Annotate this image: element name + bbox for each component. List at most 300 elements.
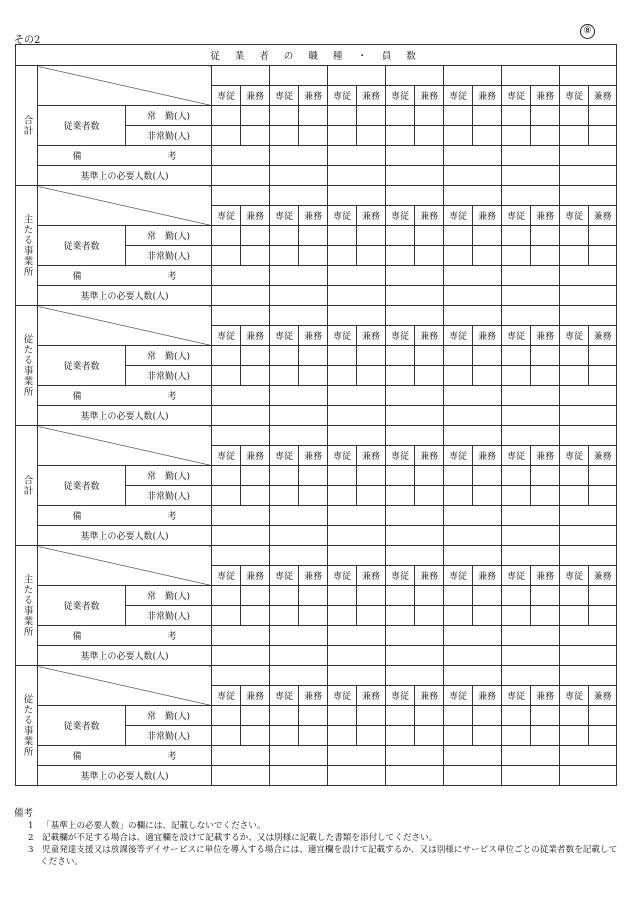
fulltime-count-cell[interactable] [415, 586, 444, 606]
required-staff-cell[interactable] [328, 766, 386, 786]
parttime-count-cell[interactable] [560, 246, 589, 266]
parttime-count-cell[interactable] [386, 366, 415, 386]
parttime-count-cell[interactable] [299, 486, 328, 506]
required-staff-cell[interactable] [502, 766, 560, 786]
header-concurrent: 兼務 [299, 566, 328, 586]
parttime-count-cell[interactable] [357, 726, 386, 746]
remarks-cell[interactable] [502, 506, 560, 526]
remarks-cell[interactable] [502, 386, 560, 406]
remarks-cell[interactable] [328, 146, 386, 166]
remarks-cell[interactable] [270, 506, 328, 526]
job-type-cell[interactable] [560, 66, 617, 86]
fulltime-count-cell[interactable] [589, 586, 617, 606]
fulltime-count-cell[interactable] [531, 586, 560, 606]
fulltime-count-cell[interactable] [502, 706, 531, 726]
fulltime-count-cell[interactable] [299, 586, 328, 606]
fulltime-count-cell[interactable] [502, 226, 531, 246]
fulltime-count-cell[interactable] [560, 226, 589, 246]
fulltime-count-cell[interactable] [589, 706, 617, 726]
fulltime-count-cell[interactable] [328, 586, 357, 606]
parttime-count-cell[interactable] [299, 366, 328, 386]
remarks-cell[interactable] [444, 626, 502, 646]
job-type-cell[interactable] [386, 546, 444, 566]
remarks-cell[interactable] [328, 386, 386, 406]
required-staff-cell[interactable] [270, 286, 328, 306]
fulltime-count-cell[interactable] [560, 346, 589, 366]
required-staff-cell[interactable] [270, 166, 328, 186]
fulltime-count-cell[interactable] [531, 706, 560, 726]
fulltime-count-cell[interactable] [473, 586, 502, 606]
parttime-count-cell[interactable] [415, 246, 444, 266]
parttime-count-cell[interactable] [241, 246, 270, 266]
remarks-cell[interactable] [212, 146, 270, 166]
parttime-label: 非常勤(人) [126, 126, 212, 146]
fulltime-count-cell[interactable] [444, 586, 473, 606]
required-staff-cell[interactable] [212, 286, 270, 306]
fulltime-count-cell[interactable] [386, 706, 415, 726]
parttime-count-cell[interactable] [444, 606, 473, 626]
fulltime-count-cell[interactable] [473, 226, 502, 246]
parttime-count-cell[interactable] [299, 726, 328, 746]
parttime-count-cell[interactable] [560, 486, 589, 506]
fulltime-count-cell[interactable] [531, 466, 560, 486]
parttime-count-cell[interactable] [473, 126, 502, 146]
job-type-cell[interactable] [212, 426, 270, 446]
fulltime-count-cell[interactable] [328, 706, 357, 726]
parttime-count-cell[interactable] [270, 366, 299, 386]
parttime-count-cell[interactable] [444, 126, 473, 146]
fulltime-count-cell[interactable] [357, 226, 386, 246]
remarks-cell[interactable] [386, 146, 444, 166]
fulltime-count-cell[interactable] [560, 586, 589, 606]
fulltime-count-cell[interactable] [444, 346, 473, 366]
required-staff-cell[interactable] [502, 286, 560, 306]
fulltime-count-cell[interactable] [444, 226, 473, 246]
fulltime-count-cell[interactable] [386, 106, 415, 126]
parttime-count-cell[interactable] [241, 606, 270, 626]
remarks-cell[interactable] [560, 506, 617, 526]
parttime-count-cell[interactable] [502, 246, 531, 266]
required-staff-cell[interactable] [444, 766, 502, 786]
required-staff-cell[interactable] [560, 766, 617, 786]
fulltime-count-cell[interactable] [415, 346, 444, 366]
fulltime-count-cell[interactable] [473, 706, 502, 726]
parttime-count-cell[interactable] [589, 126, 617, 146]
fulltime-count-cell[interactable] [473, 466, 502, 486]
parttime-count-cell[interactable] [386, 246, 415, 266]
remarks-cell[interactable] [270, 746, 328, 766]
parttime-count-cell[interactable] [560, 606, 589, 626]
parttime-count-cell[interactable] [328, 246, 357, 266]
job-type-cell[interactable] [270, 306, 328, 326]
fulltime-count-cell[interactable] [357, 466, 386, 486]
required-staff-cell[interactable] [328, 166, 386, 186]
job-type-cell[interactable] [328, 426, 386, 446]
remarks-cell[interactable] [386, 266, 444, 286]
job-type-cell[interactable] [444, 66, 502, 86]
fulltime-count-cell[interactable] [299, 346, 328, 366]
parttime-count-cell[interactable] [560, 366, 589, 386]
fulltime-count-cell[interactable] [328, 466, 357, 486]
fulltime-count-cell[interactable] [270, 346, 299, 366]
parttime-count-cell[interactable] [212, 486, 241, 506]
remarks-cell[interactable] [560, 626, 617, 646]
remarks-cell[interactable] [444, 386, 502, 406]
job-type-cell[interactable] [328, 186, 386, 206]
required-staff-cell[interactable] [212, 406, 270, 426]
parttime-count-cell[interactable] [241, 486, 270, 506]
required-staff-cell[interactable] [386, 646, 444, 666]
parttime-count-cell[interactable] [212, 366, 241, 386]
required-staff-cell[interactable] [212, 166, 270, 186]
remarks-cell[interactable] [386, 506, 444, 526]
remarks-cell[interactable] [444, 506, 502, 526]
required-staff-cell[interactable] [444, 286, 502, 306]
job-type-cell[interactable] [328, 306, 386, 326]
fulltime-count-cell[interactable] [270, 586, 299, 606]
remarks-cell[interactable] [444, 146, 502, 166]
required-staff-cell[interactable] [328, 286, 386, 306]
parttime-count-cell[interactable] [386, 126, 415, 146]
parttime-count-cell[interactable] [386, 486, 415, 506]
fulltime-count-cell[interactable] [241, 466, 270, 486]
parttime-count-cell[interactable] [589, 246, 617, 266]
fulltime-count-cell[interactable] [589, 226, 617, 246]
remarks-cell[interactable] [502, 626, 560, 646]
parttime-count-cell[interactable] [357, 246, 386, 266]
required-staff-cell[interactable] [560, 406, 617, 426]
job-type-cell[interactable] [386, 66, 444, 86]
parttime-count-cell[interactable] [560, 726, 589, 746]
parttime-count-cell[interactable] [270, 246, 299, 266]
job-type-cell[interactable] [560, 666, 617, 686]
job-type-cell[interactable] [270, 186, 328, 206]
parttime-count-cell[interactable] [386, 606, 415, 626]
fulltime-count-cell[interactable] [415, 466, 444, 486]
parttime-count-cell[interactable] [299, 126, 328, 146]
parttime-count-cell[interactable] [589, 366, 617, 386]
remarks-cell[interactable] [212, 266, 270, 286]
fulltime-count-cell[interactable] [415, 226, 444, 246]
parttime-count-cell[interactable] [328, 486, 357, 506]
remarks-cell[interactable] [270, 386, 328, 406]
fulltime-count-cell[interactable] [560, 706, 589, 726]
remarks-cell[interactable] [212, 746, 270, 766]
fulltime-count-cell[interactable] [502, 466, 531, 486]
fulltime-count-cell[interactable] [589, 106, 617, 126]
parttime-count-cell[interactable] [415, 606, 444, 626]
remarks-cell[interactable] [444, 746, 502, 766]
job-type-cell[interactable] [502, 666, 560, 686]
job-type-cell[interactable] [444, 186, 502, 206]
job-type-cell[interactable] [270, 546, 328, 566]
parttime-count-cell[interactable] [415, 726, 444, 746]
job-type-cell[interactable] [270, 426, 328, 446]
remarks-cell[interactable] [270, 146, 328, 166]
parttime-count-cell[interactable] [299, 246, 328, 266]
required-staff-cell[interactable] [386, 406, 444, 426]
remarks-cell[interactable] [502, 746, 560, 766]
parttime-count-cell[interactable] [212, 126, 241, 146]
parttime-count-cell[interactable] [502, 366, 531, 386]
required-staff-cell[interactable] [270, 406, 328, 426]
job-type-cell[interactable] [444, 306, 502, 326]
parttime-count-cell[interactable] [502, 486, 531, 506]
job-type-cell[interactable] [502, 66, 560, 86]
remarks-cell[interactable] [502, 266, 560, 286]
fulltime-count-cell[interactable] [299, 226, 328, 246]
remarks-cell[interactable] [560, 746, 617, 766]
fulltime-count-cell[interactable] [415, 706, 444, 726]
remarks-cell[interactable] [328, 746, 386, 766]
parttime-count-cell[interactable] [357, 126, 386, 146]
parttime-count-cell[interactable] [444, 246, 473, 266]
parttime-count-cell[interactable] [415, 126, 444, 146]
header-concurrent: 兼務 [473, 206, 502, 226]
job-type-cell[interactable] [444, 666, 502, 686]
fulltime-count-cell[interactable] [357, 106, 386, 126]
header-dedicated: 専従 [502, 326, 531, 346]
required-staff-cell[interactable] [560, 286, 617, 306]
job-type-cell[interactable] [502, 186, 560, 206]
fulltime-count-cell[interactable] [212, 586, 241, 606]
parttime-count-cell[interactable] [241, 126, 270, 146]
parttime-count-cell[interactable] [473, 366, 502, 386]
required-staff-cell[interactable] [502, 166, 560, 186]
fulltime-count-cell[interactable] [270, 466, 299, 486]
fulltime-count-cell[interactable] [328, 106, 357, 126]
required-staff-cell[interactable] [212, 766, 270, 786]
required-staff-cell[interactable] [270, 766, 328, 786]
fulltime-count-cell[interactable] [386, 346, 415, 366]
job-type-cell[interactable] [270, 66, 328, 86]
parttime-count-cell[interactable] [560, 126, 589, 146]
required-staff-cell[interactable] [386, 286, 444, 306]
remarks-cell[interactable] [328, 506, 386, 526]
required-staff-cell[interactable] [386, 526, 444, 546]
fulltime-count-cell[interactable] [589, 466, 617, 486]
fulltime-count-cell[interactable] [241, 346, 270, 366]
fulltime-count-cell[interactable] [270, 106, 299, 126]
fulltime-count-cell[interactable] [502, 346, 531, 366]
job-type-cell[interactable] [560, 546, 617, 566]
parttime-count-cell[interactable] [328, 726, 357, 746]
required-staff-cell[interactable] [502, 526, 560, 546]
required-staff-cell[interactable] [444, 166, 502, 186]
remarks-cell[interactable] [212, 626, 270, 646]
parttime-count-cell[interactable] [328, 606, 357, 626]
remarks-cell[interactable] [386, 626, 444, 646]
remarks-cell[interactable] [270, 626, 328, 646]
remarks-cell[interactable] [444, 266, 502, 286]
required-staff-cell[interactable] [502, 406, 560, 426]
fulltime-count-cell[interactable] [241, 586, 270, 606]
required-staff-cell[interactable] [270, 646, 328, 666]
parttime-count-cell[interactable] [357, 486, 386, 506]
fulltime-count-cell[interactable] [299, 466, 328, 486]
parttime-count-cell[interactable] [589, 606, 617, 626]
parttime-count-cell[interactable] [270, 126, 299, 146]
fulltime-count-cell[interactable] [212, 106, 241, 126]
parttime-count-cell[interactable] [270, 486, 299, 506]
job-type-cell[interactable] [328, 66, 386, 86]
header-concurrent: 兼務 [415, 206, 444, 226]
parttime-count-cell[interactable] [502, 606, 531, 626]
parttime-count-cell[interactable] [241, 366, 270, 386]
parttime-count-cell[interactable] [444, 486, 473, 506]
job-type-cell[interactable] [386, 426, 444, 446]
parttime-count-cell[interactable] [357, 366, 386, 386]
job-type-cell[interactable] [386, 306, 444, 326]
parttime-count-cell[interactable] [212, 606, 241, 626]
fulltime-count-cell[interactable] [473, 106, 502, 126]
required-staff-cell[interactable] [444, 526, 502, 546]
fulltime-count-cell[interactable] [502, 106, 531, 126]
required-staff-cell[interactable] [560, 646, 617, 666]
required-staff-cell[interactable] [328, 526, 386, 546]
remarks-cell[interactable] [560, 146, 617, 166]
parttime-count-cell[interactable] [531, 726, 560, 746]
fulltime-count-cell[interactable] [212, 346, 241, 366]
job-type-cell[interactable] [502, 426, 560, 446]
fulltime-count-cell[interactable] [357, 586, 386, 606]
fulltime-count-cell[interactable] [357, 706, 386, 726]
fulltime-count-cell[interactable] [531, 106, 560, 126]
required-staff-cell[interactable] [386, 166, 444, 186]
required-staff-cell[interactable] [212, 526, 270, 546]
parttime-count-cell[interactable] [270, 606, 299, 626]
fulltime-count-cell[interactable] [241, 706, 270, 726]
remarks-cell[interactable] [386, 386, 444, 406]
fulltime-count-cell[interactable] [386, 586, 415, 606]
parttime-count-cell[interactable] [531, 606, 560, 626]
remarks-cell[interactable] [328, 266, 386, 286]
parttime-count-cell[interactable] [328, 366, 357, 386]
remarks-cell[interactable] [502, 146, 560, 166]
parttime-count-cell[interactable] [241, 726, 270, 746]
job-type-cell[interactable] [270, 666, 328, 686]
remarks-cell[interactable] [560, 386, 617, 406]
parttime-count-cell[interactable] [270, 726, 299, 746]
fulltime-count-cell[interactable] [444, 466, 473, 486]
remarks-cell[interactable] [270, 266, 328, 286]
parttime-count-cell[interactable] [386, 726, 415, 746]
job-type-cell[interactable] [502, 546, 560, 566]
job-type-cell[interactable] [386, 666, 444, 686]
required-staff-cell[interactable] [444, 646, 502, 666]
parttime-count-cell[interactable] [444, 366, 473, 386]
fulltime-count-cell[interactable] [270, 706, 299, 726]
parttime-count-cell[interactable] [589, 486, 617, 506]
fulltime-count-cell[interactable] [212, 706, 241, 726]
job-type-cell[interactable] [560, 426, 617, 446]
parttime-count-cell[interactable] [531, 366, 560, 386]
job-type-cell[interactable] [560, 186, 617, 206]
parttime-count-cell[interactable] [589, 726, 617, 746]
job-type-cell[interactable] [212, 666, 270, 686]
fulltime-count-cell[interactable] [299, 706, 328, 726]
remarks-cell[interactable] [560, 266, 617, 286]
required-staff-cell[interactable] [560, 166, 617, 186]
fulltime-count-cell[interactable] [299, 106, 328, 126]
block-label: 主たる事業所 [16, 546, 38, 666]
fulltime-count-cell[interactable] [415, 106, 444, 126]
parttime-count-cell[interactable] [473, 246, 502, 266]
parttime-count-cell[interactable] [212, 246, 241, 266]
parttime-count-cell[interactable] [473, 726, 502, 746]
required-staff-cell[interactable] [270, 526, 328, 546]
remarks-cell[interactable] [328, 626, 386, 646]
job-type-cell[interactable] [328, 666, 386, 686]
fulltime-count-cell[interactable] [328, 226, 357, 246]
parttime-count-cell[interactable] [531, 126, 560, 146]
job-type-cell[interactable] [328, 546, 386, 566]
required-staff-cell[interactable] [386, 766, 444, 786]
fulltime-count-cell[interactable] [502, 586, 531, 606]
required-staff-cell[interactable] [444, 406, 502, 426]
fulltime-count-cell[interactable] [241, 226, 270, 246]
parttime-count-cell[interactable] [473, 606, 502, 626]
parttime-count-cell[interactable] [502, 726, 531, 746]
fulltime-count-cell[interactable] [444, 106, 473, 126]
fulltime-count-cell[interactable] [270, 226, 299, 246]
parttime-count-cell[interactable] [444, 726, 473, 746]
required-staff-cell[interactable] [328, 646, 386, 666]
fulltime-count-cell[interactable] [560, 106, 589, 126]
parttime-count-cell[interactable] [328, 126, 357, 146]
fulltime-count-cell[interactable] [357, 346, 386, 366]
fulltime-count-cell[interactable] [444, 706, 473, 726]
parttime-count-cell[interactable] [502, 126, 531, 146]
fulltime-count-cell[interactable] [560, 466, 589, 486]
fulltime-count-cell[interactable] [386, 466, 415, 486]
parttime-count-cell[interactable] [531, 486, 560, 506]
fulltime-count-cell[interactable] [531, 226, 560, 246]
fulltime-count-cell[interactable] [531, 346, 560, 366]
fulltime-count-cell[interactable] [212, 226, 241, 246]
parttime-count-cell[interactable] [212, 726, 241, 746]
required-staff-cell[interactable] [328, 406, 386, 426]
job-type-cell[interactable] [386, 186, 444, 206]
parttime-count-cell[interactable] [531, 246, 560, 266]
fulltime-count-cell[interactable] [328, 346, 357, 366]
job-type-cell[interactable] [444, 546, 502, 566]
parttime-count-cell[interactable] [415, 486, 444, 506]
job-type-cell[interactable] [502, 306, 560, 326]
parttime-count-cell[interactable] [415, 366, 444, 386]
fulltime-count-cell[interactable] [473, 346, 502, 366]
job-type-cell[interactable] [212, 306, 270, 326]
job-type-cell[interactable] [444, 426, 502, 446]
parttime-count-cell[interactable] [357, 606, 386, 626]
fulltime-count-cell[interactable] [241, 106, 270, 126]
fulltime-count-cell[interactable] [386, 226, 415, 246]
remarks-cell[interactable] [386, 746, 444, 766]
required-staff-cell[interactable] [212, 646, 270, 666]
fulltime-count-cell[interactable] [589, 346, 617, 366]
parttime-count-cell[interactable] [299, 606, 328, 626]
remarks-cell[interactable] [212, 506, 270, 526]
job-type-cell[interactable] [212, 186, 270, 206]
job-type-cell[interactable] [212, 546, 270, 566]
fulltime-count-cell[interactable] [212, 466, 241, 486]
job-type-cell[interactable] [212, 66, 270, 86]
job-type-cell[interactable] [560, 306, 617, 326]
parttime-count-cell[interactable] [473, 486, 502, 506]
required-staff-cell[interactable] [502, 646, 560, 666]
remarks-cell[interactable] [212, 386, 270, 406]
required-staff-cell[interactable] [560, 526, 617, 546]
